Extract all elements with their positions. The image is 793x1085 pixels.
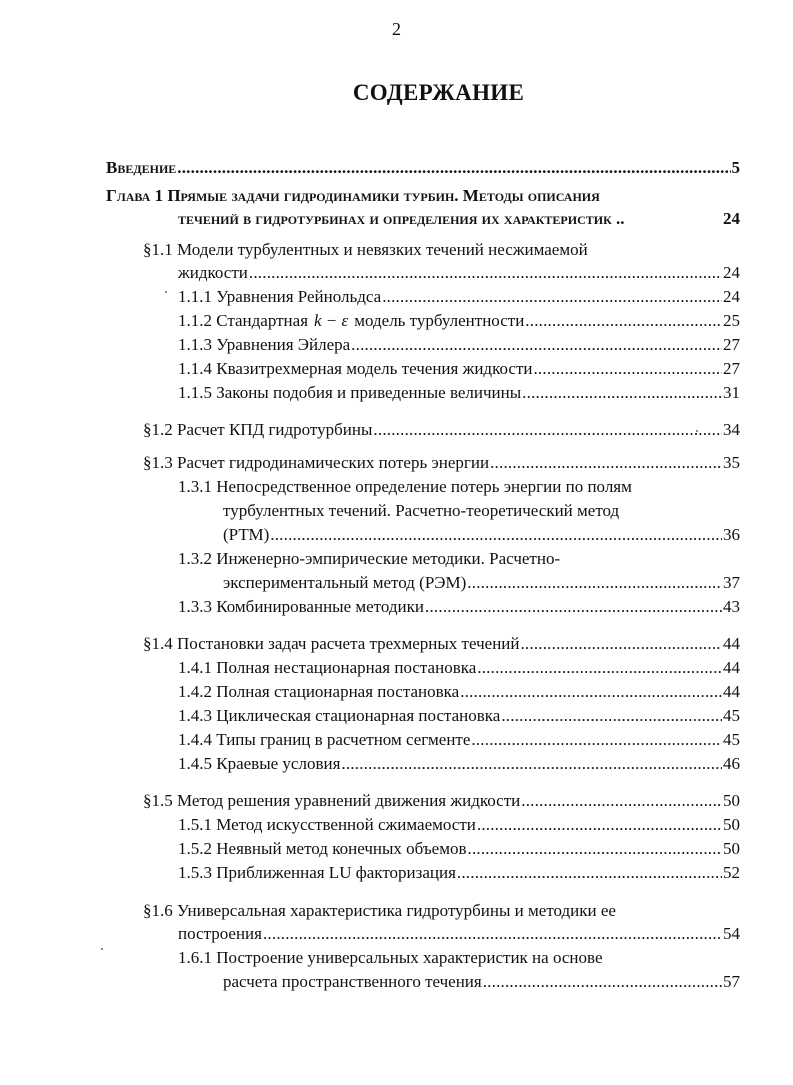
toc-entry-1-1-3: [178, 333, 740, 357]
page-number: 2: [392, 19, 401, 39]
toc-entry-section-1-6: [178, 922, 740, 946]
toc-entry-1-4-5: [178, 752, 740, 776]
toc-entry-label: 1.1.5 Законы подобия и приведенные величины: [178, 383, 522, 402]
toc-entry-section-1-2: [143, 418, 740, 442]
toc-page-number: 35: [723, 453, 740, 472]
dot-leader: [477, 656, 722, 680]
dot-leader: [382, 285, 722, 309]
toc-page-number: 37: [723, 573, 740, 592]
scan-speck: [696, 430, 698, 432]
toc-page-number: 54: [723, 924, 740, 943]
toc-entry-label: 1.4.2 Полная стационарная постановка: [178, 682, 460, 701]
toc-entry-label: 1.4.4 Типы границ в расчетном сегменте: [178, 730, 471, 749]
toc-entry-chapter-1: [178, 207, 740, 231]
toc-page-number: 50: [723, 839, 740, 858]
toc-entry-label: жидкости: [178, 263, 248, 282]
toc-entry-label: 1.1.3 Уравнения Эйлера: [178, 335, 351, 354]
dot-leader: [341, 752, 722, 776]
dot-leader: [373, 418, 722, 442]
toc-entry-1-4-1: [178, 656, 740, 680]
dot-leader: [460, 680, 722, 704]
toc-page-number: 50: [723, 815, 740, 834]
toc-entry-label: 1.3.3 Комбинированные методики: [178, 597, 425, 616]
toc-entry-1-4-2: [178, 680, 740, 704]
dot-leader: [533, 357, 722, 381]
toc-entry-label: 1.4.5 Краевые условия: [178, 754, 341, 773]
dot-leader: [270, 523, 722, 547]
toc-entry-1-5-2: [178, 837, 740, 861]
toc-entry-label: экспериментальный метод (РЭМ): [223, 573, 467, 592]
dot-leader: [249, 261, 722, 285]
toc-entry-label: 1.5.2 Неявный метод конечных объемов: [178, 839, 467, 858]
toc-entry-section-1-4: [143, 632, 740, 656]
dot-leader: [522, 381, 722, 405]
toc-entry-label: 1.4.1 Полная нестационарная постановка: [178, 658, 477, 677]
toc-page-number: 25: [723, 311, 740, 330]
toc-entry-label: Введение: [106, 158, 177, 177]
dot-leader: [501, 704, 722, 728]
dot-leader: [467, 571, 722, 595]
toc-page-number: 52: [723, 863, 740, 882]
toc-entry-label: (РТМ): [223, 525, 270, 544]
toc-entry-intro: [106, 156, 740, 180]
toc-entry-label: §1.2 Расчет КПД гидротурбины: [143, 420, 373, 439]
k-epsilon-symbol: k − ε: [314, 311, 349, 330]
toc-entry-label: течений в гидротурбинах и определения их характеристик ..: [178, 209, 625, 228]
toc-page-number: 36: [723, 525, 740, 544]
toc-chapter-title: Глава 1 Прямые задачи гидродинамики турбин. Методы описания: [106, 186, 600, 205]
toc-subsection-title: турбулентных течений. Расчетно-теоретический метод: [223, 501, 620, 520]
toc-entry-1-3-1: [223, 523, 740, 547]
toc-subsection-title: 1.6.1 Построение универсальных характеристик на основе: [178, 948, 603, 967]
dot-leader: [351, 333, 722, 357]
toc-entry-1-1-4: [178, 357, 740, 381]
toc-entry-label: §1.3 Расчет гидродинамических потерь энергии: [143, 453, 490, 472]
toc-page-number: 27: [723, 335, 740, 354]
toc-entry-1-3-2: [223, 571, 740, 595]
toc-entry-section-1-3: [143, 451, 740, 475]
toc-entry-section-1-1: [178, 261, 740, 285]
dot-leader: [483, 970, 722, 994]
toc-entry-1-1-5: [178, 381, 740, 405]
dot-leader: [177, 156, 730, 180]
toc-entry-1-5-1: [178, 813, 740, 837]
toc-page-number: 45: [723, 730, 740, 749]
toc-page-number: 27: [723, 359, 740, 378]
dot-leader: [425, 595, 722, 619]
scan-speck: [101, 948, 103, 950]
toc-entry-label: 1.5.3 Приближенная LU факторизация: [178, 863, 456, 882]
toc-entry-1-4-3: [178, 704, 740, 728]
toc-page-number: 50: [723, 791, 740, 810]
toc-page-number: 45: [723, 706, 740, 725]
dot-leader: [520, 632, 722, 656]
toc-page-number: 31: [723, 383, 740, 402]
toc-entry-label: построения: [178, 924, 262, 943]
toc-entry-label: §1.4 Постановки задач расчета трехмерных течений: [143, 634, 520, 653]
toc-entry-label: 1.1.2 Стандартная: [178, 311, 309, 330]
toc-entry-label: 1.1.1 Уравнения Рейнольдса: [178, 287, 382, 306]
toc-entry-1-5-3: [178, 861, 740, 885]
toc-page-number: 24: [723, 209, 740, 228]
toc-entry-label: 1.4.3 Циклическая стационарная постановка: [178, 706, 501, 725]
toc-subsection-title: 1.3.1 Непосредственное определение потерь энергии по полям: [178, 477, 632, 496]
toc-page-number: 34: [723, 420, 740, 439]
dot-leader: [477, 813, 722, 837]
toc-page-number: 43: [723, 597, 740, 616]
dot-leader: [457, 861, 722, 885]
toc-subsection-title: 1.3.2 Инженерно-эмпирические методики. Расчетно-: [178, 549, 561, 568]
dot-leader: [525, 309, 722, 333]
toc-entry-1-1-1: [178, 285, 740, 309]
toc-entry-label: 1.1.4 Квазитрехмерная модель течения жидкости: [178, 359, 533, 378]
toc-entry-section-1-5: [143, 789, 740, 813]
toc-page-number: 44: [723, 634, 740, 653]
dot-leader: [471, 728, 722, 752]
toc-title: СОДЕРЖАНИЕ: [352, 80, 525, 105]
toc-entry-1-3-3: [178, 595, 740, 619]
toc-page-number: 44: [723, 658, 740, 677]
dot-leader: [263, 922, 722, 946]
toc-section-title: §1.6 Универсальная характеристика гидротурбины и методики ее: [143, 901, 616, 920]
toc-entry-1-4-4: [178, 728, 740, 752]
dot-leader: [468, 837, 723, 861]
toc-page-number: 44: [723, 682, 740, 701]
toc-entry-label: §1.5 Метод решения уравнений движения жидкости: [143, 791, 521, 810]
toc-entry-1-1-2: [178, 309, 740, 333]
dot-leader: [490, 451, 722, 475]
toc-entry-label: модель турбулентности: [354, 311, 525, 330]
toc-entry-label: расчета пространственного течения: [223, 972, 482, 991]
toc-page-number: 24: [723, 287, 740, 306]
toc-page-number: 5: [731, 158, 740, 177]
toc-entry-label: 1.5.1 Метод искусственной сжимаемости: [178, 815, 476, 834]
toc-section-title: §1.1 Модели турбулентных и невязких течений несжимаемой: [143, 240, 588, 259]
toc-entry-1-6-1: [223, 970, 740, 994]
toc-page-number: 24: [723, 263, 740, 282]
toc-page-number: 46: [723, 754, 740, 773]
toc-page-number: 57: [723, 972, 740, 991]
scan-speck: [165, 291, 167, 293]
dot-leader: [521, 789, 722, 813]
